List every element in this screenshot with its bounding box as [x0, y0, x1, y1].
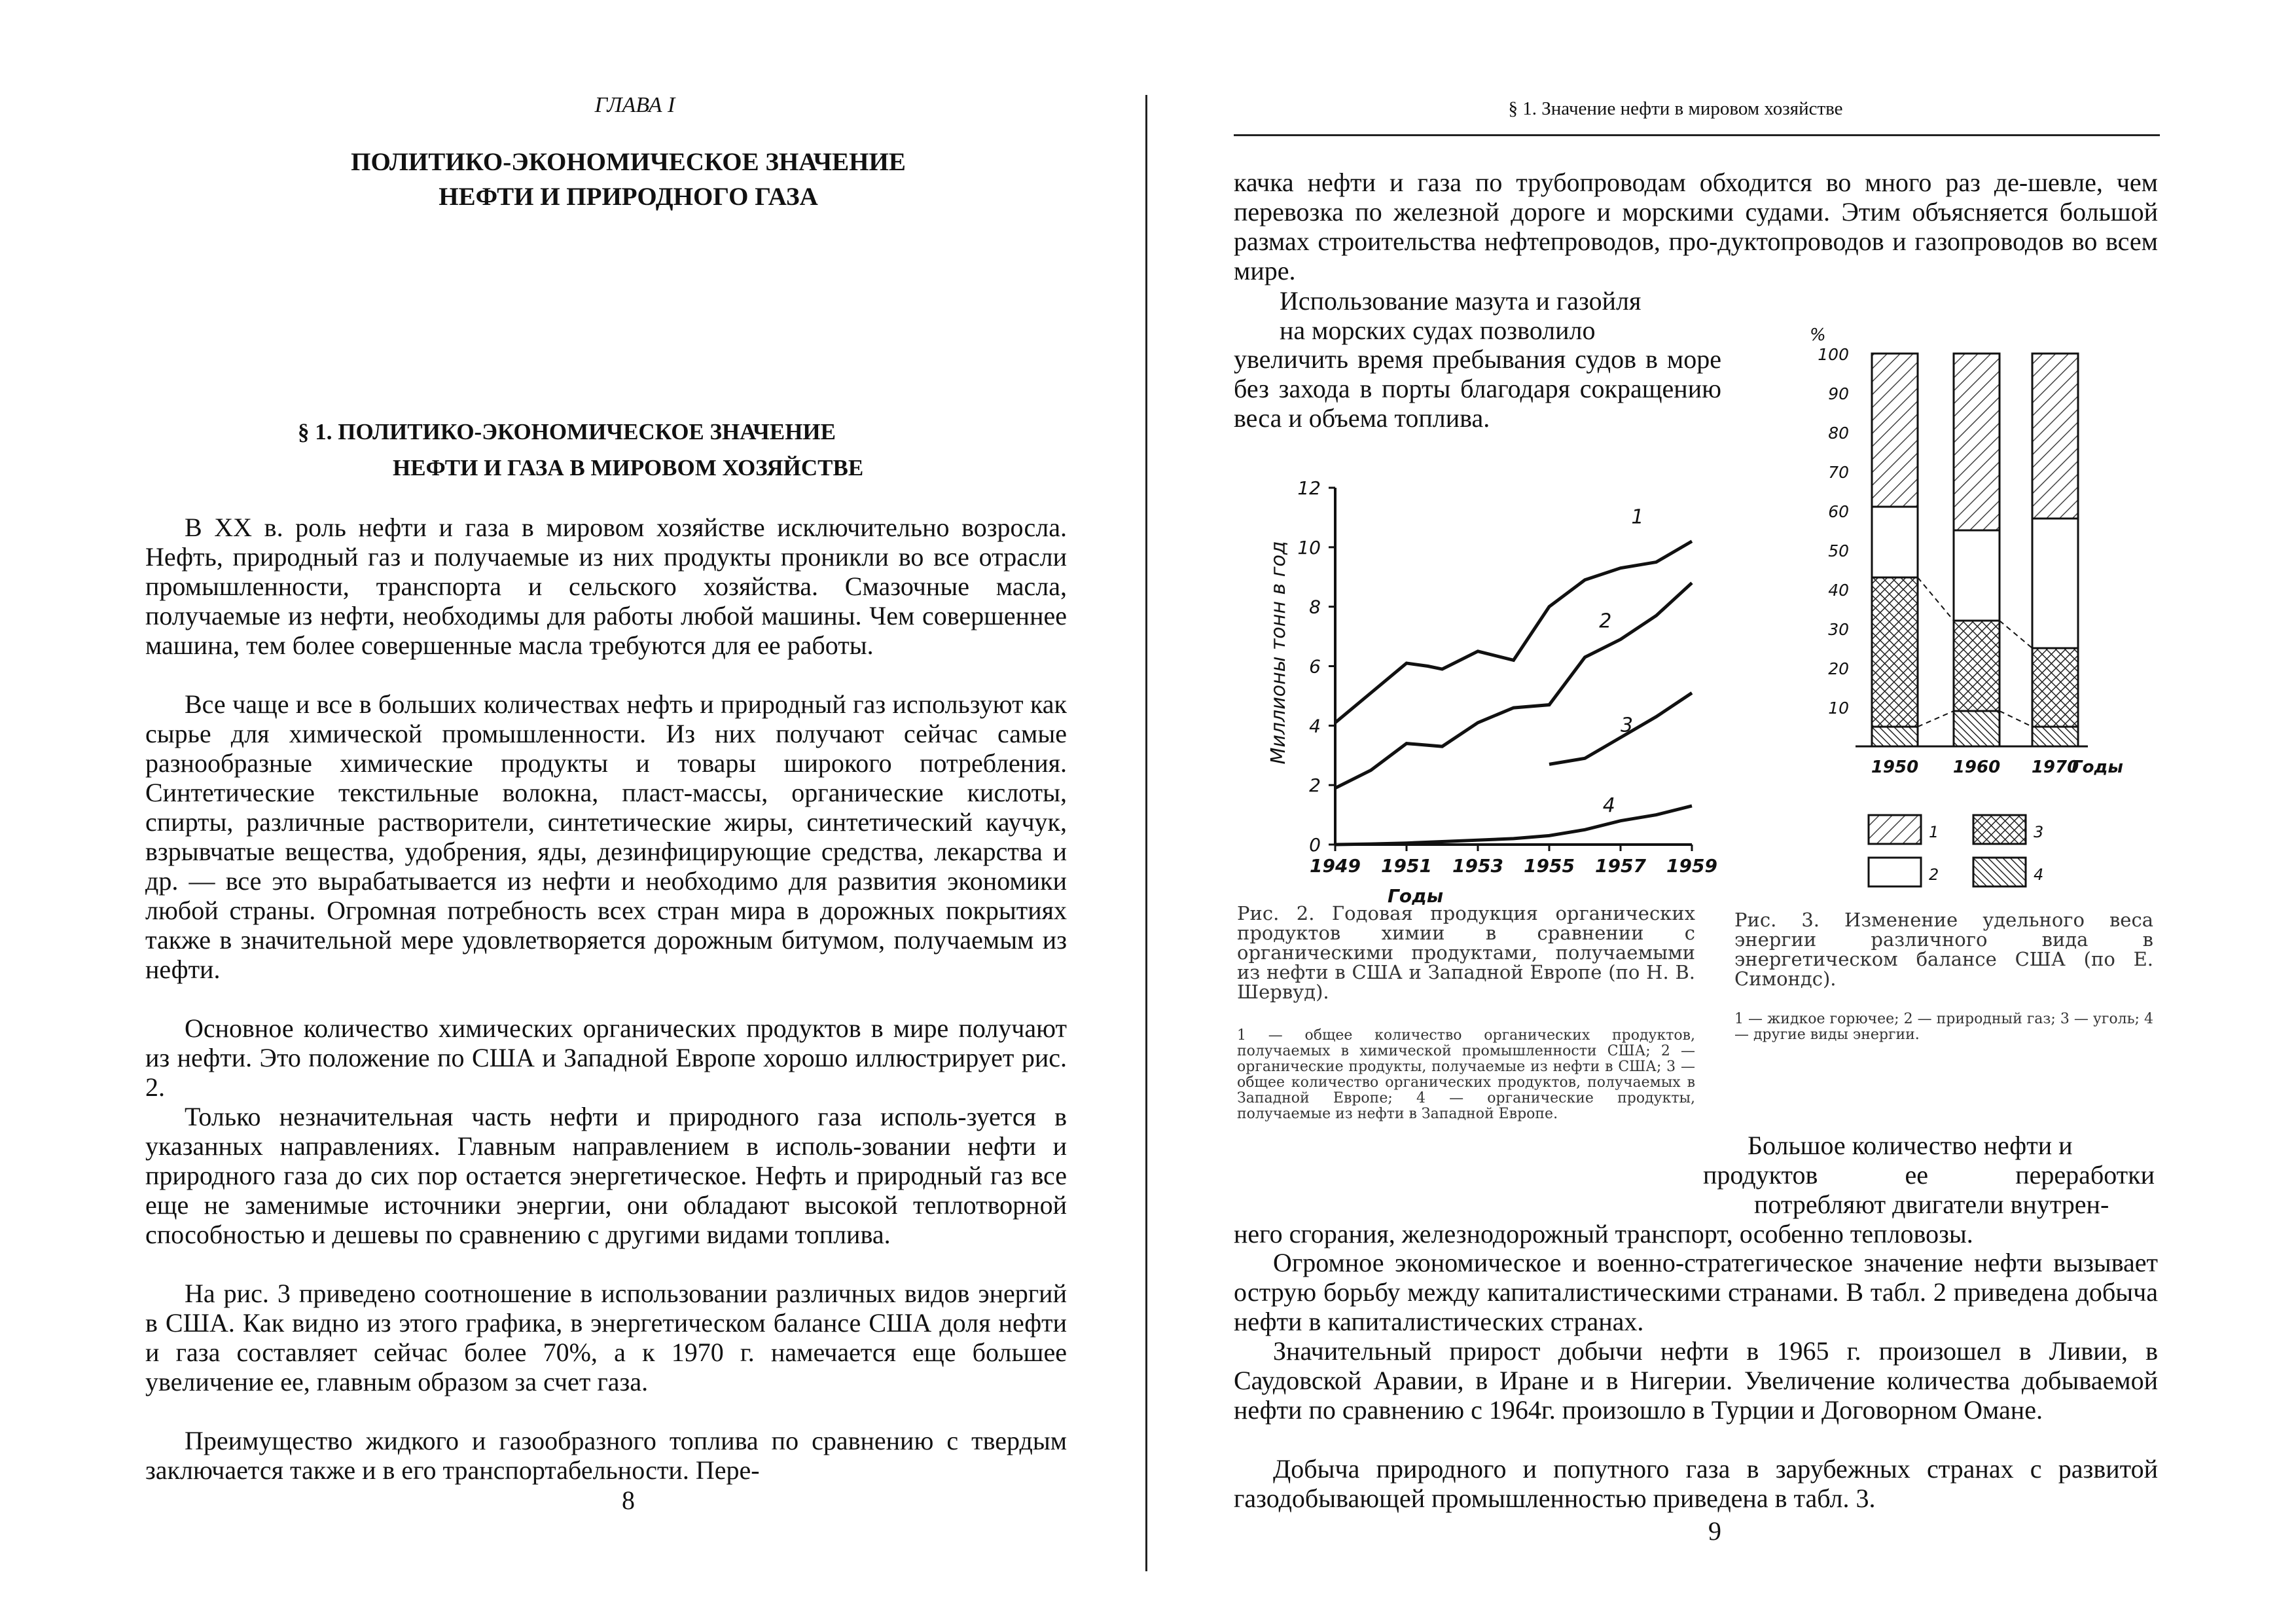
- fig3-y-tick-label: 30: [1828, 620, 1849, 639]
- fig3-bar-1970-series-4: [2032, 727, 2078, 746]
- left-paragraph-2: Все чаще и все в больших количествах нефть и природный газ используют как сырье для химической промышленности. Из них получают сейчас самые разнообразные химические продукты и товары широкого потребления. Синтетические текстильные волокна, пласт-массы, органические кислоты, спирты, различные растворители, синтетические жиры, синтетический каучук, взрывчатые вещества, удобрения, яды, дезинфицирующие средства, лекарства и др. — все это вырабатывается из нефти и необходимо для развития экономики любой страны. Огромная потребность всех стран мира в дорожных покрытиях также в значительной мере удовлетворяется дорожным битумом, получаемым из нефти.: [145, 689, 1067, 984]
- fig2-y-tick-label: 0: [1309, 834, 1321, 856]
- chapter-label: ГЛАВА I: [594, 93, 675, 117]
- fig3-y-axis-unit: %: [1810, 325, 1826, 345]
- fig3-bar-1960-series-1: [1954, 354, 2000, 530]
- fig2-x-tick-label: 1949: [1310, 855, 1361, 877]
- figure-3-legend: 1 — жидкое горючее; 2 — природный газ; 3 — уголь; 4 — другие виды энергии.: [1734, 1011, 2153, 1043]
- left-paragraph-1: В XX в. роль нефти и газа в мировом хозяйстве исключительно возросла. Нефть, природный газ и получаемые из них продукты проникли во все отрасли промышленности, транспорта и сельского хозяйства. Смазочные масла, получаемые из нефти, необходимы для работы любой машины. Чем совершеннее машина, тем более совершенные масла требуются для ее работы.: [145, 513, 1067, 660]
- fig3-y-tick-label: 90: [1828, 384, 1849, 403]
- fig2-series-label-2: 2: [1599, 610, 1612, 633]
- fig3-y-tick-label: 100: [1818, 345, 1849, 364]
- left-paragraph-6: Преимущество жидкого и газообразного топлива по сравнению с твердым заключается также и в его транспортабельности. Пере-: [145, 1426, 1067, 1485]
- fig3-bar-1970-series-2: [2032, 519, 2078, 648]
- fig3-legend-swatch-2: [1869, 858, 1921, 886]
- section-title-line1: § 1. ПОЛИТИКО-ЭКОНОМИЧЕСКОЕ ЗНАЧЕНИЕ: [298, 419, 836, 445]
- fig3-legend-label-4: 4: [2034, 866, 2044, 884]
- fig3-bar-1970-series-1: [2032, 354, 2078, 519]
- fig2-x-axis-label: Годы: [1388, 885, 1444, 907]
- fig3-legend-label-1: 1: [1929, 823, 1939, 841]
- fig2-x-tick-label: 1953: [1452, 855, 1503, 877]
- fig3-bar-1970-series-3: [2032, 648, 2078, 727]
- fig2-x-tick-label: 1957: [1595, 855, 1646, 877]
- fig3-bar-1950-series-2: [1872, 507, 1918, 577]
- fig2-series-line-2: [1335, 583, 1692, 788]
- fig3-legend-label-2: 2: [1929, 866, 1939, 884]
- fig2-x-tick-label: 1955: [1524, 855, 1575, 877]
- fig3-y-tick-label: 10: [1828, 699, 1849, 718]
- right-paragraph-2-line1: Использование мазута и газойля: [1280, 286, 1641, 316]
- fig3-trend-connector: [2000, 711, 2032, 727]
- fig2-y-tick-label: 8: [1309, 596, 1321, 618]
- right-paragraph-3-line1: Большое количество нефти и: [1748, 1131, 2073, 1160]
- fig2-x-tick-label: 1959: [1666, 855, 1717, 877]
- header-rule: [1234, 134, 2160, 136]
- fig2-y-axis-label: Миллионы тонн в год: [1267, 541, 1290, 765]
- right-paragraph-2-rest: увеличить время пребывания судов в море без захода в порты благодаря сокращению веса и объема топлива.: [1234, 344, 1721, 433]
- fig3-legend-label-3: 3: [2034, 823, 2044, 841]
- page-number-right: 9: [1708, 1516, 1721, 1546]
- fig3-bar-1950-series-3: [1872, 577, 1918, 727]
- chapter-title-line1: ПОЛИТИКО-ЭКОНОМИЧЕСКОЕ ЗНАЧЕНИЕ: [351, 148, 906, 176]
- fig3-y-tick-label: 60: [1828, 502, 1849, 521]
- left-paragraph-5: На рис. 3 приведено соотношение в использовании различных видов энергий в США. Как видно из этого графика, в энергетическом балансе США доля нефти и газа составляет сейчас более 70%, а к 1970 г. намечается еще большее увеличение ее, главным образом за счет газа.: [145, 1279, 1067, 1396]
- figure-2-legend: 1 — общее количество органических продуктов, получаемых в химической промышленности США; 2 — органические продукты, получаемые из нефти в США; 3 — общее количество органических продуктов, получаемых в Западной Европе; 4 — органические продукты, получаемые из нефти в Западной Европе.: [1237, 1027, 1695, 1122]
- fig3-trend-connector: [2000, 621, 2032, 648]
- fig3-y-tick-label: 80: [1828, 424, 1849, 443]
- fig3-trend-connector: [1918, 577, 1954, 621]
- fig2-y-tick-label: 10: [1297, 536, 1321, 558]
- fig2-y-tick-label: 12: [1297, 477, 1321, 499]
- right-paragraph-5: Значительный прирост добычи нефти в 1965 г. произошел в Ливии, в Саудовской Аравии, в Иране и в Нигерии. Увеличение количества добываемой нефти по сравнению с 1964г. произошло в Турции и Договорном Омане.: [1234, 1336, 2158, 1425]
- chapter-title-line2: НЕФТИ И ПРИРОДНОГО ГАЗА: [439, 183, 818, 211]
- fig3-bar-1950-series-1: [1872, 354, 1918, 507]
- fig3-y-tick-label: 40: [1828, 581, 1849, 600]
- fig3-y-tick-label: 70: [1828, 463, 1849, 482]
- fig3-x-tick-label: 1970: [2031, 757, 2079, 777]
- fig3-legend-swatch-4: [1973, 858, 2026, 886]
- fig3-bar-1960-series-3: [1954, 621, 2000, 711]
- fig2-series-label-1: 1: [1631, 505, 1644, 529]
- left-paragraph-4: Только незначительная часть нефти и природного газа исполь-зуется в указанных направлениях. Главным направлением в исполь-зовании нефти и природного газа до сих пор остается энергетическое. Нефть и природный газ все еще не заменимые источники энергии, они обладают высокой теплотворной способностью и дешевы по сравнению с другими видами топлива.: [145, 1102, 1067, 1249]
- fig3-bar-1960-series-2: [1954, 530, 2000, 621]
- figure-3-chart: [1774, 311, 2140, 900]
- fig3-x-axis-label: Годы: [2072, 757, 2123, 777]
- fig2-y-tick-label: 4: [1309, 715, 1321, 737]
- right-paragraph-2-line2: на морских судах позволило: [1280, 316, 1596, 345]
- figure-2-chart: [1234, 458, 1717, 907]
- right-paragraph-3-line2: продуктов ее переработки: [1703, 1160, 2155, 1190]
- fig2-series-label-4: 4: [1602, 794, 1615, 818]
- fig3-bar-1950-series-4: [1872, 727, 1918, 746]
- right-paragraph-1: качка нефти и газа по трубопроводам обходится во много раз де-шевле, чем перевозка по железной дороге и морскими судами. Этим объясняется большой размах строительства нефтепроводов, про-дуктопроводов и газопроводов во всем мире.: [1234, 168, 2158, 285]
- right-paragraph-4: Огромное экономическое и военно-стратегическое значение нефти вызывает острую борьбу между капиталистическими странами. В табл. 2 приведена добыча нефти в капиталистических странах.: [1234, 1248, 2158, 1336]
- fig2-series-label-3: 3: [1621, 714, 1634, 737]
- page-number-left: 8: [622, 1486, 635, 1515]
- left-paragraph-3: Основное количество химических органических продуктов в мире получают из нефти. Это положение по США и Западной Европе хорошо иллюстрирует рис. 2.: [145, 1013, 1067, 1102]
- figure-2-caption: Рис. 2. Годовая продукция органических продуктов химии в сравнении с органическими продуктами, получаемыми из нефти в США и Западной Европе (по Н. В. Шервуд).: [1237, 902, 1695, 1003]
- fig2-y-tick-label: 6: [1309, 655, 1321, 678]
- right-paragraph-3-line3: потребляют двигатели внутрен-: [1754, 1190, 2109, 1219]
- fig3-legend-swatch-3: [1973, 815, 2026, 844]
- fig3-y-tick-label: 50: [1828, 541, 1849, 560]
- fig3-y-tick-label: 20: [1828, 659, 1849, 678]
- section-title-line2: НЕФТИ И ГАЗА В МИРОВОМ ХОЗЯЙСТВЕ: [393, 455, 864, 481]
- fig3-x-tick-label: 1950: [1871, 757, 1919, 777]
- right-paragraph-6: Добыча природного и попутного газа в зарубежных странах с развитой газодобывающей промышленностью приведена в табл. 3.: [1234, 1454, 2158, 1513]
- fig2-y-tick-label: 2: [1309, 775, 1321, 797]
- fig3-bar-1960-series-4: [1954, 711, 2000, 746]
- fig2-series-line-4: [1335, 806, 1692, 845]
- spine-divider: [1145, 95, 1147, 1571]
- figure-3-caption: Рис. 3. Изменение удельного веса энергии различного вида в энергетическом балансе США (по Е. Симондс).: [1734, 909, 2153, 990]
- running-head: § 1. Значение нефти в мировом хозяйстве: [1508, 98, 1843, 119]
- fig2-series-line-1: [1335, 541, 1692, 723]
- fig3-x-tick-label: 1960: [1952, 757, 2001, 777]
- fig2-x-tick-label: 1951: [1381, 855, 1432, 877]
- right-paragraph-3-line4: него сгорания, железнодорожный транспорт, особенно тепловозы.: [1234, 1219, 1973, 1249]
- fig3-legend-swatch-1: [1869, 815, 1921, 844]
- fig3-trend-connector: [1918, 711, 1954, 727]
